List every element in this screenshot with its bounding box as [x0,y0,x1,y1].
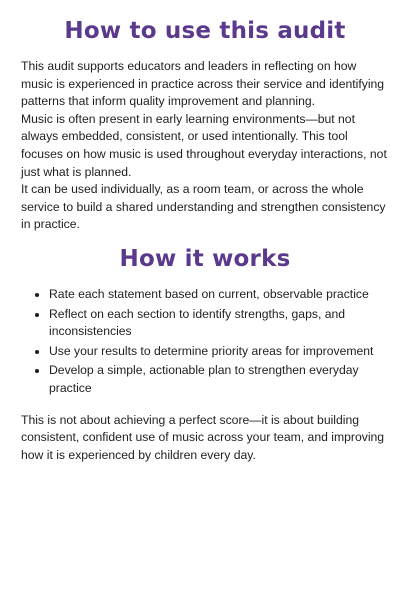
bullet-icon [35,293,39,297]
list-item-text: Rate each statement based on current, observable practice [49,286,369,301]
list-item [35,362,389,397]
list-item-text: Develop a simple, actionable plan to strengthen everyday practice [49,363,359,395]
bullet-icon [35,313,39,317]
intro-paragraph: This audit supports educators and leaders in reflecting on how music is experienced in practice across their service and identifying patterns that inform quality improvement and planning. [21,59,385,109]
list-item [35,343,389,361]
list-item-text: Reflect on each section to identify strengths, gaps, and inconsistencies [49,306,346,339]
list-item [35,306,389,341]
list-item-text: Use your results to determine priority areas for improvement [49,343,374,358]
context-paragraph: Music is often present in early learning environments—but not always embedded, consistent, or used intentionally. This tool focuses on how music is used throughout everyday interactions, not just what is planned. [21,111,387,179]
bullet-icon [35,350,39,354]
steps-list [21,286,389,398]
section-title-how-it-works: How it works [119,245,291,272]
list-item [35,286,389,304]
section-title-how-to-use: How to use this audit [64,18,346,44]
usage-paragraph: It can be used individually, as a room team, or across the whole service to build a shared understanding and strengthen consistency in practice. [21,182,386,232]
closing-paragraph: This is not about achieving a perfect score—it is about building consistent, confident use of music across your team, and improving how it is experienced by children every day. [21,412,385,462]
bullet-icon [35,369,39,373]
